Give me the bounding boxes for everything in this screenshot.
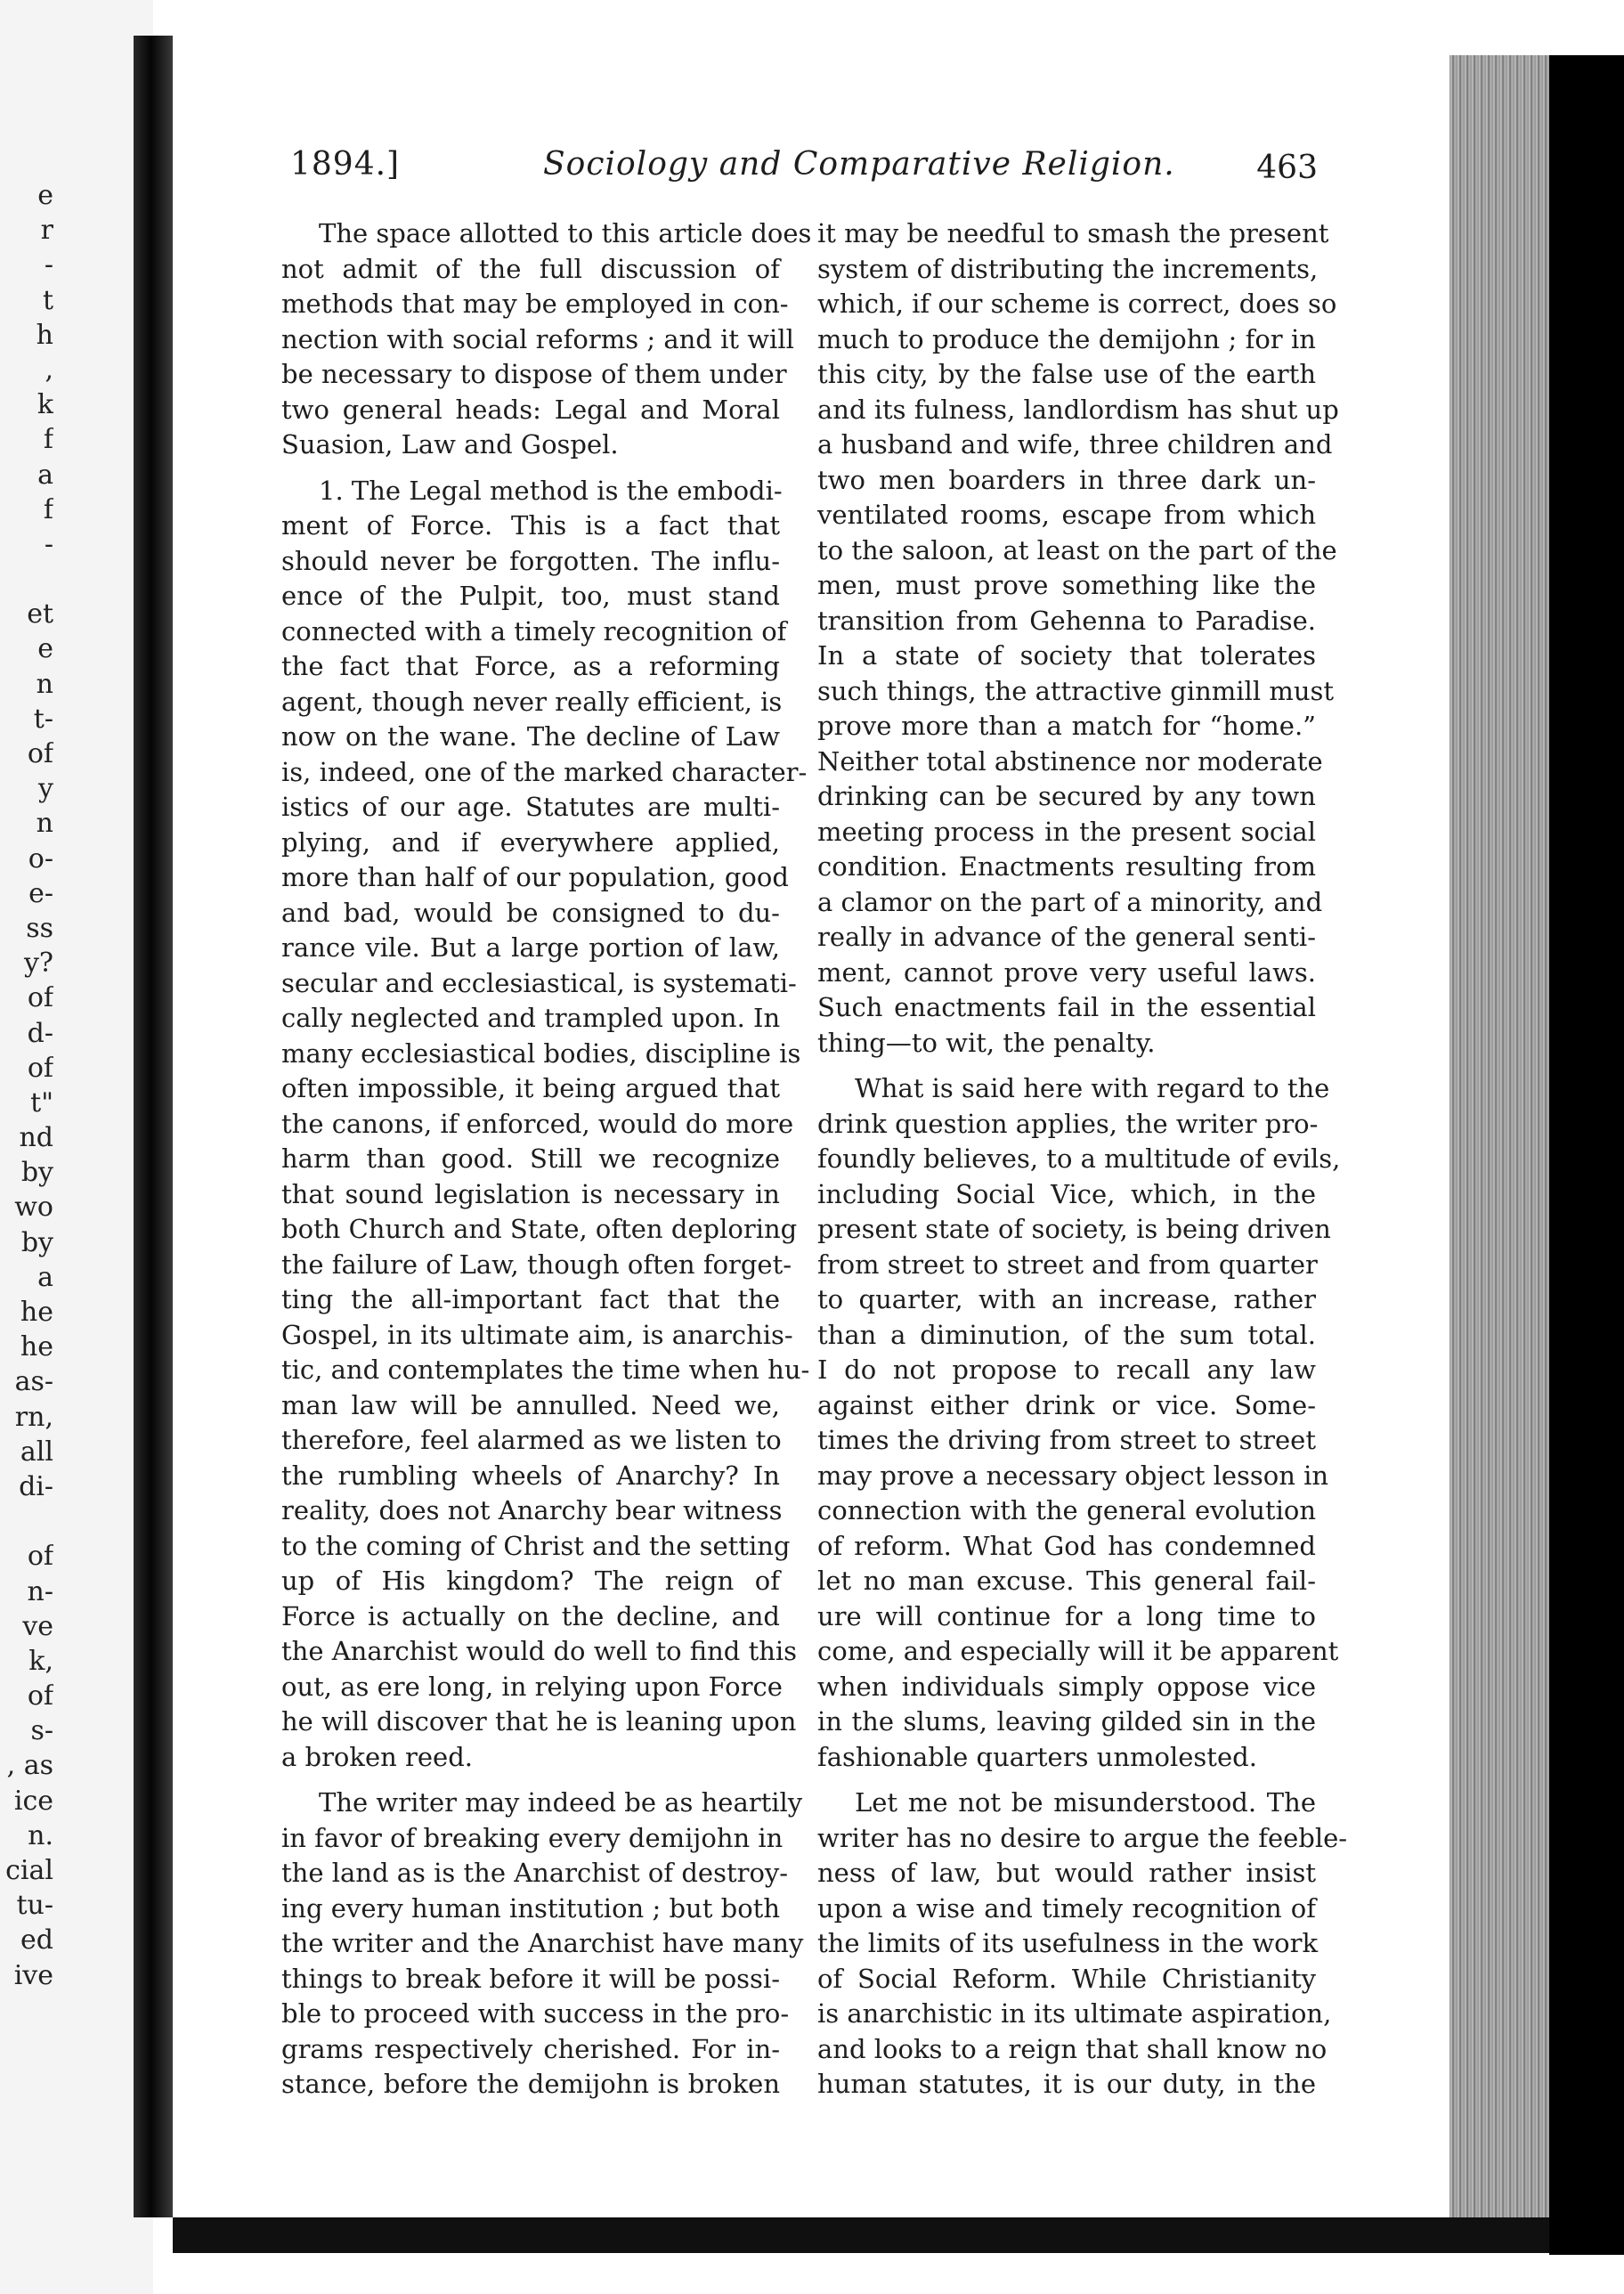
facing-page-fragment: k, <box>28 1645 53 1677</box>
header-year: 1894.] <box>290 146 401 183</box>
paragraph-gap <box>817 1061 1316 1071</box>
facing-page-fragment: - <box>44 528 53 560</box>
text-line: of reform. What God has condemned <box>817 1530 1316 1561</box>
facing-page-fragment: n- <box>27 1575 53 1607</box>
text-line: much to produce the demijohn ; for in <box>817 323 1316 354</box>
text-line: nection with social reforms ; and it will <box>281 323 794 354</box>
text-line: ness of law, but would rather insist <box>817 1858 1316 1888</box>
facing-page-fragment: y? <box>23 948 53 980</box>
text-line: than a diminution, of the sum total. <box>817 1319 1316 1350</box>
text-line: connected with a timely recognition of <box>281 615 787 647</box>
facing-page-fragment: of <box>27 982 53 1014</box>
text-line: and looks to a reign that shall know no <box>817 2033 1328 2064</box>
running-head <box>285 142 1318 196</box>
facing-page-fragment: by <box>20 1157 53 1189</box>
facing-page-fragment: wo <box>14 1192 53 1224</box>
text-line: often impossible, it being argued that <box>281 1073 780 1103</box>
text-line: Suasion, Law and Gospel. <box>281 429 619 460</box>
text-line: methods that may be employed in con- <box>281 289 789 319</box>
text-line: up of His kingdom? The reign of <box>281 1566 780 1596</box>
facing-page-fragment: of <box>27 1680 53 1712</box>
text-line: is, indeed, one of the marked character- <box>281 756 808 787</box>
text-line: drinking can be secured by any town <box>817 781 1316 811</box>
text-line: harm than good. Still we recognize <box>281 1143 780 1174</box>
text-line: thing—to wit, the penalty. <box>817 1027 1156 1058</box>
facing-page-fragment: d- <box>27 1017 53 1049</box>
facing-page-fragment: tu- <box>16 1890 53 1922</box>
text-line: a husband and wife, three children and <box>817 429 1333 460</box>
text-line: present state of society, is being driven <box>817 1214 1331 1244</box>
facing-page-fragment: a <box>37 1261 53 1293</box>
header-title: Sociology and Comparative Religion. <box>543 146 1175 183</box>
page-number: 463 <box>1256 150 1318 186</box>
text-line: he will discover that he is leaning upon <box>281 1706 797 1737</box>
text-line: the land as is the Anarchist of destroy- <box>281 1858 789 1888</box>
text-line: in favor of breaking every demijohn in <box>281 1822 784 1853</box>
text-line: The writer may indeed be as heartily <box>319 1787 803 1818</box>
text-line: fashionable quarters unmolested. <box>817 1741 1257 1772</box>
facing-page-fragment: , as <box>6 1750 53 1782</box>
facing-page-fragment: - <box>44 249 53 281</box>
text-line: that sound legislation is necessary in <box>281 1178 780 1209</box>
text-line: two general heads: Legal and Moral <box>281 394 780 425</box>
text-line: system of distributing the increments, <box>817 253 1319 284</box>
facing-page-fragment: ed <box>20 1924 53 1956</box>
facing-page-fragment: f <box>43 493 53 525</box>
text-line: the limits of its usefulness in the work <box>817 1928 1319 1958</box>
facing-page-fragment: of <box>27 1052 53 1084</box>
text-line: in the slums, leaving gilded sin in the <box>817 1706 1316 1737</box>
text-line: transition from Gehenna to Paradise. <box>817 605 1316 636</box>
text-line: many ecclesiastical bodies, discipline is <box>281 1037 801 1069</box>
text-line: and its fulness, landlordism has shut up <box>817 394 1339 425</box>
facing-page-fragment: rn, <box>14 1401 53 1433</box>
text-line: ventilated rooms, escape from which <box>817 500 1316 530</box>
text-line: The space allotted to this article does <box>319 218 812 248</box>
text-line: against either drink or vice. Some- <box>817 1389 1316 1420</box>
facing-page-fragment: n <box>36 668 53 700</box>
text-line: to the saloon, at least on the part of the <box>817 534 1337 565</box>
text-line: meeting process in the present social <box>817 816 1316 847</box>
text-line: men, must prove something like the <box>817 570 1316 600</box>
facing-page-fragment: of <box>27 1541 53 1573</box>
text-line: when individuals simply oppose vice <box>817 1671 1316 1702</box>
text-line: foundly believes, to a multitude of evils, <box>817 1143 1341 1174</box>
text-line: Let me not be misunderstood. The <box>855 1787 1316 1818</box>
facing-page-fragment: y <box>38 773 53 805</box>
facing-page-fragment: f <box>43 424 53 456</box>
facing-page-text-fragments <box>0 178 53 1993</box>
facing-page-fragment: , <box>45 354 53 386</box>
text-line: stance, before the demijohn is broken <box>281 2069 780 2099</box>
text-line: cally neglected and trampled upon. In <box>281 1003 781 1033</box>
text-line: 1. The Legal method is the embodi- <box>319 475 783 506</box>
facing-page-fragment: n. <box>28 1819 53 1851</box>
text-line: plying, and if everywhere applied, <box>281 826 780 858</box>
facing-page-fragment: all <box>20 1436 53 1468</box>
text-line: may prove a necessary object lesson in <box>817 1460 1329 1491</box>
text-line: which, if our scheme is correct, does so <box>817 289 1337 319</box>
facing-page-fragment: ss <box>26 912 53 944</box>
facing-page-fragment: n <box>36 808 53 840</box>
facing-page-fragment: e <box>37 180 53 211</box>
text-line: Such enactments fail in the essential <box>817 992 1316 1022</box>
text-line: the writer and the Anarchist have many <box>281 1928 804 1958</box>
paragraph-gap <box>281 463 780 474</box>
text-line: the failure of Law, though often forget- <box>281 1249 792 1280</box>
facing-page-fragment: r <box>40 215 53 247</box>
facing-page-fragment: et <box>27 598 53 630</box>
text-line: the rumbling wheels of Anarchy? In <box>281 1460 780 1491</box>
facing-page-fragment: a <box>37 459 53 491</box>
facing-page-fragment: of <box>27 738 53 769</box>
text-line: is anarchistic in its ultimate aspiration, <box>817 1998 1332 2029</box>
text-line: ment, cannot prove very useful laws. <box>817 956 1316 988</box>
text-line: tic, and contemplates the time when hu- <box>281 1354 810 1385</box>
text-line: ment of Force. This is a fact that <box>281 510 780 541</box>
facing-page-fragment: he <box>20 1297 53 1328</box>
facing-page-fragment: s- <box>30 1715 53 1747</box>
text-line: two men boarders in three dark un- <box>817 464 1316 495</box>
facing-page-fragment: he <box>20 1331 53 1363</box>
text-line: this city, by the false use of the earth <box>817 359 1316 389</box>
facing-page-fragment <box>0 562 53 597</box>
text-line: times the driving from street to street <box>817 1425 1316 1455</box>
paragraph-gap <box>817 1775 1316 1786</box>
text-line: Gospel, in its ultimate aim, is anarchis- <box>281 1319 793 1350</box>
text-line: the canons, if enforced, would do more <box>281 1108 794 1139</box>
left-column <box>281 216 812 2103</box>
page-edges <box>1449 55 1549 2246</box>
text-line: the fact that Force, as a reforming <box>281 651 780 681</box>
text-line: man law will be annulled. Need we, <box>281 1389 780 1420</box>
text-line: Neither total abstinence nor moderate <box>817 745 1323 777</box>
text-line: agent, though never really efficient, is <box>281 686 783 717</box>
facing-page-fragment: k <box>37 389 53 421</box>
text-line: rance vile. But a large portion of law, <box>281 932 780 963</box>
facing-page-fragment: by <box>20 1226 53 1258</box>
text-line: let no man excuse. This general fail- <box>817 1566 1316 1596</box>
text-line: I do not propose to recall any law <box>817 1354 1316 1385</box>
text-line: from street to street and from quarter <box>817 1249 1318 1280</box>
text-line: such things, the attractive ginmill must <box>817 675 1335 706</box>
background-shadow-right <box>1549 55 1624 2255</box>
facing-page-fragment: cial <box>5 1855 53 1886</box>
facing-page-fragment: di- <box>19 1470 53 1502</box>
text-line: not admit of the full discussion of <box>281 253 780 284</box>
facing-page-fragment: ive <box>13 1959 53 1991</box>
text-line: be necessary to dispose of them under <box>281 359 787 389</box>
text-line: come, and especially will it be apparent <box>817 1636 1339 1666</box>
facing-page-fragment: t- <box>33 703 53 735</box>
text-line: a clamor on the part of a minority, and <box>817 886 1323 917</box>
facing-page-fragment: o- <box>28 842 53 874</box>
text-line: more than half of our population, good <box>281 862 789 892</box>
text-line: to quarter, with an increase, rather <box>817 1284 1316 1314</box>
text-line: secular and ecclesiastical, is systemati- <box>281 967 797 998</box>
text-line: to the coming of Christ and the setting <box>281 1530 791 1561</box>
text-line: In a state of society that tolerates <box>817 640 1316 671</box>
facing-page-fragment: t" <box>30 1086 53 1119</box>
facing-page-fragment: h <box>36 319 53 351</box>
facing-page-fragment: ve <box>22 1610 53 1642</box>
text-line: connection with the general evolution <box>817 1495 1316 1525</box>
paragraph-gap <box>281 1775 780 1786</box>
text-line: really in advance of the general senti- <box>817 922 1316 952</box>
text-line: out, as ere long, in relying upon Force <box>281 1671 783 1702</box>
text-line: upon a wise and timely recognition of <box>817 1892 1316 1924</box>
facing-page <box>0 0 153 2294</box>
text-line: condition. Enactments resulting from <box>817 851 1316 882</box>
text-line: drink question applies, the writer pro- <box>817 1108 1319 1139</box>
text-line: including Social Vice, which, in the <box>817 1178 1316 1209</box>
text-line: it may be needful to smash the present <box>817 218 1329 248</box>
text-line: should never be forgotten. The influ- <box>281 545 780 576</box>
text-line: ure will continue for a long time to <box>817 1600 1316 1631</box>
text-line: ing every human institution ; but both <box>281 1892 780 1924</box>
text-line: prove more than a match for “home.” <box>817 711 1316 741</box>
text-line: a broken reed. <box>281 1741 473 1772</box>
facing-page-fragment: e <box>37 633 53 665</box>
right-column <box>817 216 1348 2103</box>
text-line: ting the all-important fact that the <box>281 1284 780 1314</box>
text-line: now on the wane. The decline of Law <box>281 721 780 752</box>
text-line: and bad, would be consigned to du- <box>281 897 780 928</box>
book-gutter <box>134 36 173 2217</box>
text-line: reality, does not Anarchy bear witness <box>281 1495 783 1525</box>
text-line: ence of the Pulpit, too, must stand <box>281 581 780 611</box>
text-line: What is said here with regard to the <box>855 1073 1330 1103</box>
text-line: grams respectively cherished. For in- <box>281 2033 780 2064</box>
facing-page-fragment: ice <box>13 1785 53 1817</box>
text-line: writer has no desire to argue the feeble- <box>817 1822 1348 1853</box>
facing-page-fragment: nd <box>19 1122 53 1154</box>
text-line: the Anarchist would do well to find this <box>281 1636 798 1666</box>
text-line: of Social Reform. While Christianity <box>817 1963 1316 1994</box>
text-line: things to break before it will be possi- <box>281 1963 780 1994</box>
facing-page-fragment: e- <box>28 877 53 909</box>
text-line: ble to proceed with success in the pro- <box>281 1998 790 2029</box>
facing-page-fragment: t <box>42 284 53 316</box>
text-line: Force is actually on the decline, and <box>281 1600 780 1631</box>
text-line: both Church and State, often deploring <box>281 1214 798 1244</box>
facing-page-fragment: as- <box>14 1366 53 1398</box>
text-line: therefore, feel alarmed as we listen to <box>281 1425 782 1455</box>
text-line: human statutes, it is our duty, in the <box>817 2069 1316 2099</box>
background-shadow-bottom <box>173 2217 1549 2253</box>
facing-page-fragment <box>0 1504 53 1539</box>
text-line: istics of our age. Statutes are multi- <box>281 792 780 822</box>
